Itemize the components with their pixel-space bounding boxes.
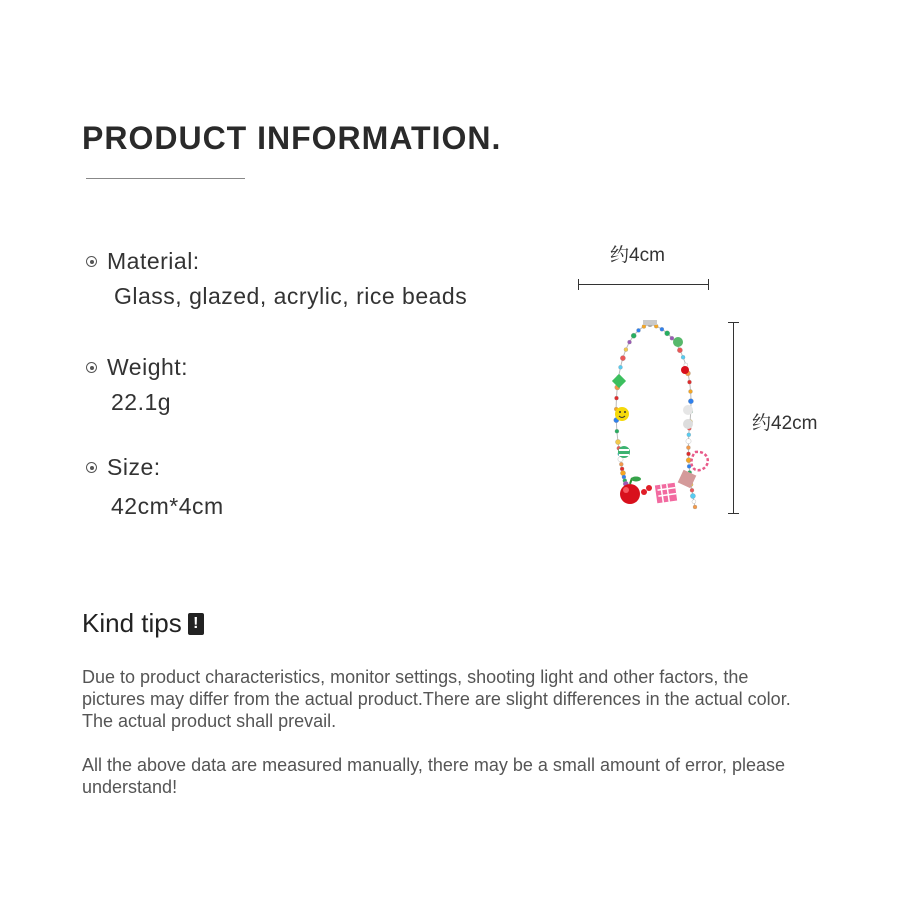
bead [670,336,674,340]
necklace-image [600,312,725,522]
length-dimension-label: 约42cm [752,413,818,434]
width-dimension-label: 约4cm [610,245,665,266]
bead [690,493,695,498]
bead [692,500,696,504]
spec-weight [86,354,188,416]
spec-label: Size: [107,454,161,480]
bead [637,328,641,332]
bead [619,462,623,466]
bullet-icon [86,462,97,473]
exclamation-icon: ! [188,613,204,635]
spec-value: Glass, glazed, acrylic, rice beads [114,283,468,309]
bead [688,399,693,404]
bead [687,433,691,437]
bead [624,348,628,352]
bead [642,325,646,329]
bullet-icon [86,256,97,267]
spec-value: 42cm*4cm [111,493,224,519]
spec-value: 22.1g [111,389,172,415]
kind-tips-heading [82,608,204,639]
bead [689,390,693,394]
bead [686,439,691,444]
bead [631,333,636,338]
title-underline [86,178,245,179]
bead [622,475,626,479]
bead [615,429,619,433]
page-title: PRODUCT INFORMATION. [82,120,502,156]
bead [687,452,691,456]
spec-label: Material: [107,248,200,274]
length-dimension-line [733,322,734,514]
bead [686,446,690,450]
tips-paragraph: All the above data are measured manually, there may be a small amount of error, please understand! [82,755,786,797]
spec-material [86,248,467,310]
bead [628,340,632,344]
bead [688,380,692,384]
bead [620,356,625,361]
bead [660,327,664,331]
width-dimension-line [578,284,709,285]
bullet-icon [86,362,97,373]
spec-label: Weight: [107,354,189,380]
tips-paragraph: Due to product characteristics, monitor settings, shooting light and other factors, the pictures may differ from the actual product.There are slight differences in the actual color. The actual product shall prevail. [82,667,791,731]
bead [693,505,697,509]
bead [665,331,670,336]
kind-tips-title: Kind tips [82,608,182,638]
bead [619,365,623,369]
bead [681,355,685,359]
bead [620,467,624,471]
bead [690,488,694,492]
spec-size [86,454,224,520]
bead [615,439,620,444]
bead [620,471,625,476]
bead [677,348,682,353]
bead [615,396,619,400]
